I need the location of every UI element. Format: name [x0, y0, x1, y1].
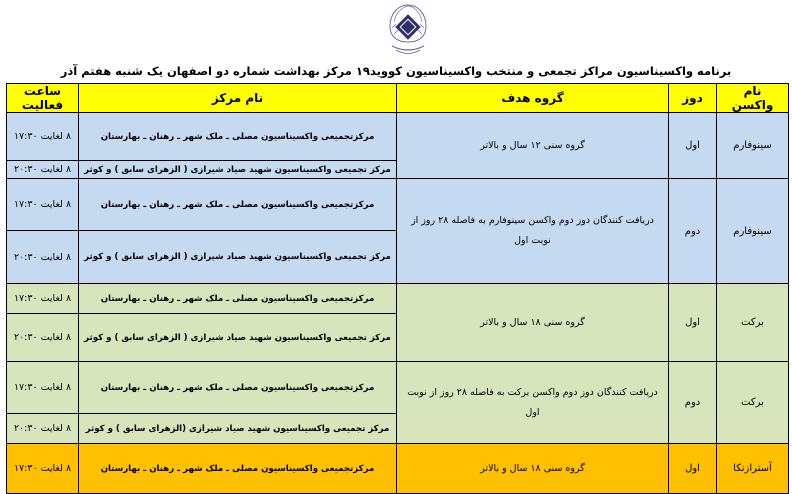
time-cell: ۸ لغایت ۲۰:۳۰ — [7, 414, 79, 444]
table-header-row — [7, 84, 789, 113]
dose-cell: دوم — [669, 362, 717, 444]
center-cell: مرکز تجمیعی واکسیناسیون شهید صیاد شیرازی (الزهرای سابق ) و کوثر — [79, 414, 397, 444]
time-cell: ۸ لغایت ۱۷:۳۰ — [7, 113, 79, 161]
time-cell: ۸ لغایت ۱۷:۳۰ — [7, 284, 79, 314]
target-cell: گروه سنی ۱۸ سال و بالاتر — [397, 284, 669, 362]
center-cell: مرکز تجمیعی واکسیناسیون شهید صیاد شیرازی ( الزهرای سابق ) و کوثر — [79, 161, 397, 179]
table-row — [7, 444, 789, 494]
time-cell: ۸ لغایت ۱۷:۳۰ — [7, 362, 79, 414]
target-cell: گروه سنی ۱۲ سال و بالاتر — [397, 113, 669, 179]
header-target: گروه هدف — [397, 84, 669, 113]
center-cell: مرکزتجمیعی واکسیناسیون مصلی ـ ملک شهر ـ رهنان ـ بهارستان — [79, 113, 397, 161]
dose-cell: اول — [669, 444, 717, 494]
time-cell: ۸ لغایت ۱۷:۳۰ — [7, 179, 79, 231]
table-row — [7, 362, 789, 414]
time-cell: ۸ لغایت ۲۰:۳۰ — [7, 161, 79, 179]
dose-cell: اول — [669, 284, 717, 362]
center-cell: مرکزتجمیعی واکسیناسیون مصلی ـ ملک شهر ـ رهنان ـ بهارستان — [79, 444, 397, 494]
dose-cell: دوم — [669, 179, 717, 284]
vaccine-cell: سینوفارم — [717, 113, 789, 179]
header-vaccine: نام واکسن — [717, 84, 789, 113]
dose-cell: اول — [669, 113, 717, 179]
table-row — [7, 284, 789, 314]
center-cell: مرکزتجمیعی واکسیناسیون مصلی ـ ملک شهر ـ رهنان ـ بهارستان — [79, 284, 397, 314]
table-row — [7, 179, 789, 231]
time-cell: ۸ لغایت ۲۰:۳۰ — [7, 314, 79, 362]
header-time: ساعت فعالیت — [7, 84, 79, 113]
time-cell: ۸ لغایت ۲۰:۳۰ — [7, 231, 79, 284]
vaccine-cell: برکت — [717, 362, 789, 444]
center-cell: مرکزتجمیعی واکسیناسیون مصلی ـ ملک شهر ـ رهنان ـ بهارستان — [79, 362, 397, 414]
header-center: نام مرکز — [79, 84, 397, 113]
vaccine-cell: آسترازنکا — [717, 444, 789, 494]
target-cell: دریافت کنندگان دوز دوم واکسن سینوفارم به فاصله ۲۸ روز از نوبت اول — [397, 179, 669, 284]
target-cell: دریافت کنندگان دوز دوم واکسن برکت به فاصله ۲۸ روز از نوبت اول — [397, 362, 669, 444]
center-cell: مرکز تجمیعی واکسیناسیون شهید صیاد شیرازی ( الزهرای سابق ) و کوثر — [79, 314, 397, 362]
center-cell: مرکز تجمیعی واکسیناسیون شهید صیاد شیرازی ( الزهرای سابق ) و کوثر — [79, 231, 397, 284]
header-dose: دوز — [669, 84, 717, 113]
time-cell: ۸ لغایت ۱۷:۳۰ — [7, 444, 79, 494]
page-title: برنامه واکسیناسیون مراکز تجمعی و منتخب واکسیناسیون کووید۱۹ مرکز بهداشت شماره دو اصفهان یک شنبه هفتم آذر — [60, 64, 732, 78]
health-center-logo — [382, 2, 434, 60]
center-cell: مرکزتجمیعی واکسیناسیون مصلی ـ ملک شهر ـ رهنان ـ بهارستان — [79, 179, 397, 231]
vaccine-cell: سینوفارم — [717, 179, 789, 284]
target-cell: گروه سنی ۱۸ سال و بالاتر — [397, 444, 669, 494]
table-row — [7, 113, 789, 161]
vaccination-schedule-table — [6, 83, 789, 494]
vaccine-cell: برکت — [717, 284, 789, 362]
